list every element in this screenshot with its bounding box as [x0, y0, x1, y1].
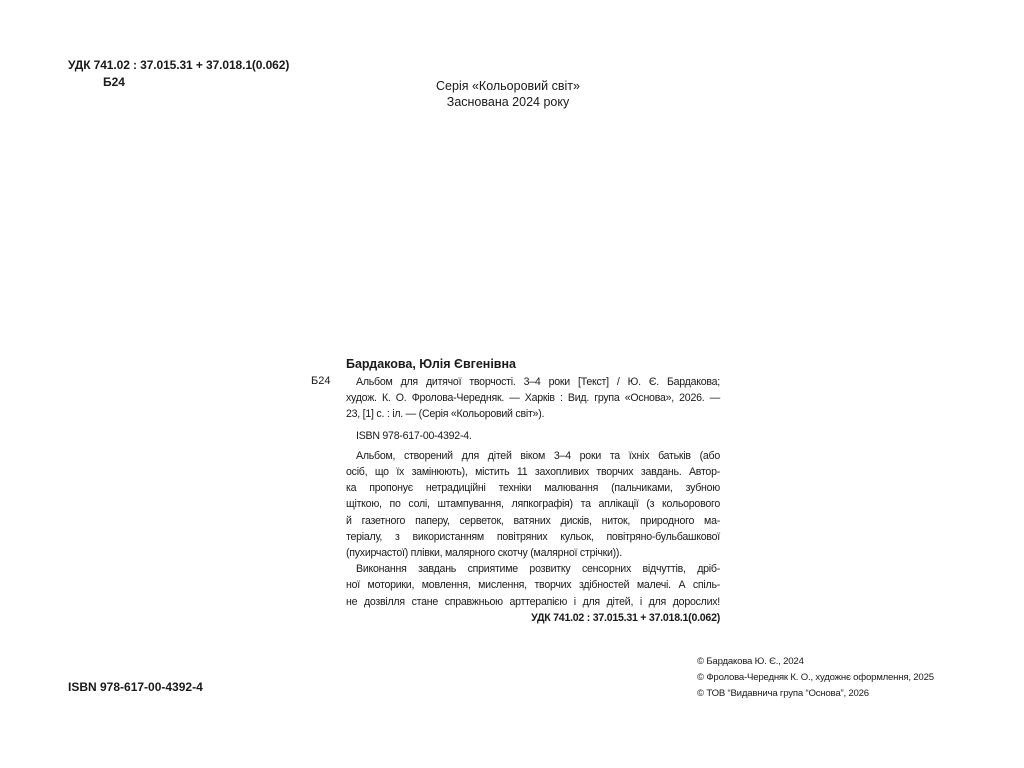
- abstract-line: ка пропонує нетрадиційні техніки малювання (пальчиками, зубною: [346, 482, 720, 495]
- series-title: Серія «Кольоровий світ»: [436, 79, 580, 93]
- abstract-line: Альбом, створений для дітей віком 3–4 роки та їхніх батьків (або: [356, 449, 720, 462]
- abstract-line: й газетного паперу, серветок, ватяних дисків, ниток, природного ма-: [346, 514, 720, 527]
- description-line: 23, [1] с. : іл. — (Серія «Кольоровий світ»).: [346, 408, 545, 421]
- abstract-line: осіб, що їх замінюють), містить 11 захопливих творчих завдань. Автор-: [346, 466, 720, 479]
- series-block: [408, 78, 608, 110]
- catalog-author-code: Б24: [311, 375, 331, 387]
- copyright-line: © ТОВ “Видавнича група “Основа”, 2026: [697, 688, 869, 699]
- udk-header: УДК 741.02 : 37.015.31 + 37.018.1(0.062): [68, 58, 290, 72]
- abstract-line: ної моторики, мовлення, мислення, творчих здібностей малечі. А спіль-: [346, 579, 720, 592]
- series-founded: Заснована 2024 року: [446, 95, 570, 109]
- abstract-line: Виконання завдань сприятиме розвитку сенсорних відчуттів, дріб-: [356, 563, 720, 576]
- catalog-udk: УДК 741.02 : 37.015.31 + 37.018.1(0.062): [531, 611, 720, 624]
- abstract-line: теріалу, з використанням повітряних кульок, повітряно-бульбашкової: [346, 530, 720, 543]
- description-line: Альбом для дитячої творчості. 3–4 роки [Текст] / Ю. Є. Бардакова;: [356, 376, 720, 388]
- isbn-footer: ISBN 978-617-00-4392-4: [68, 680, 203, 694]
- author-code-header: Б24: [103, 75, 125, 89]
- copyright-line: © Бардакова Ю. Є., 2024: [697, 656, 804, 667]
- copyright-line: © Фролова-Чередняк К. О., художнє оформлення, 2025: [697, 672, 934, 683]
- catalog-author: Бардакова, Юлія Євгенівна: [346, 357, 516, 371]
- abstract-line: (пухирчастої) плівки, малярного скотчу (малярної стрічки)).: [346, 547, 622, 560]
- catalog-isbn: ISBN 978-617-00-4392-4.: [356, 429, 472, 442]
- description-line: худож. К. О. Фролова-Чередняк. — Харків : Вид. група «Основа», 2026. —: [346, 392, 720, 405]
- abstract-line: щіткою, по солі, штампування, ляпкографія) та аплікації (з кольорового: [346, 498, 720, 511]
- abstract-line: не дозвілля стане справжньою арттерапією і для дітей, і для дорослих!: [346, 595, 720, 608]
- catalog-card-body: [346, 374, 720, 626]
- copyright-block: [697, 654, 934, 702]
